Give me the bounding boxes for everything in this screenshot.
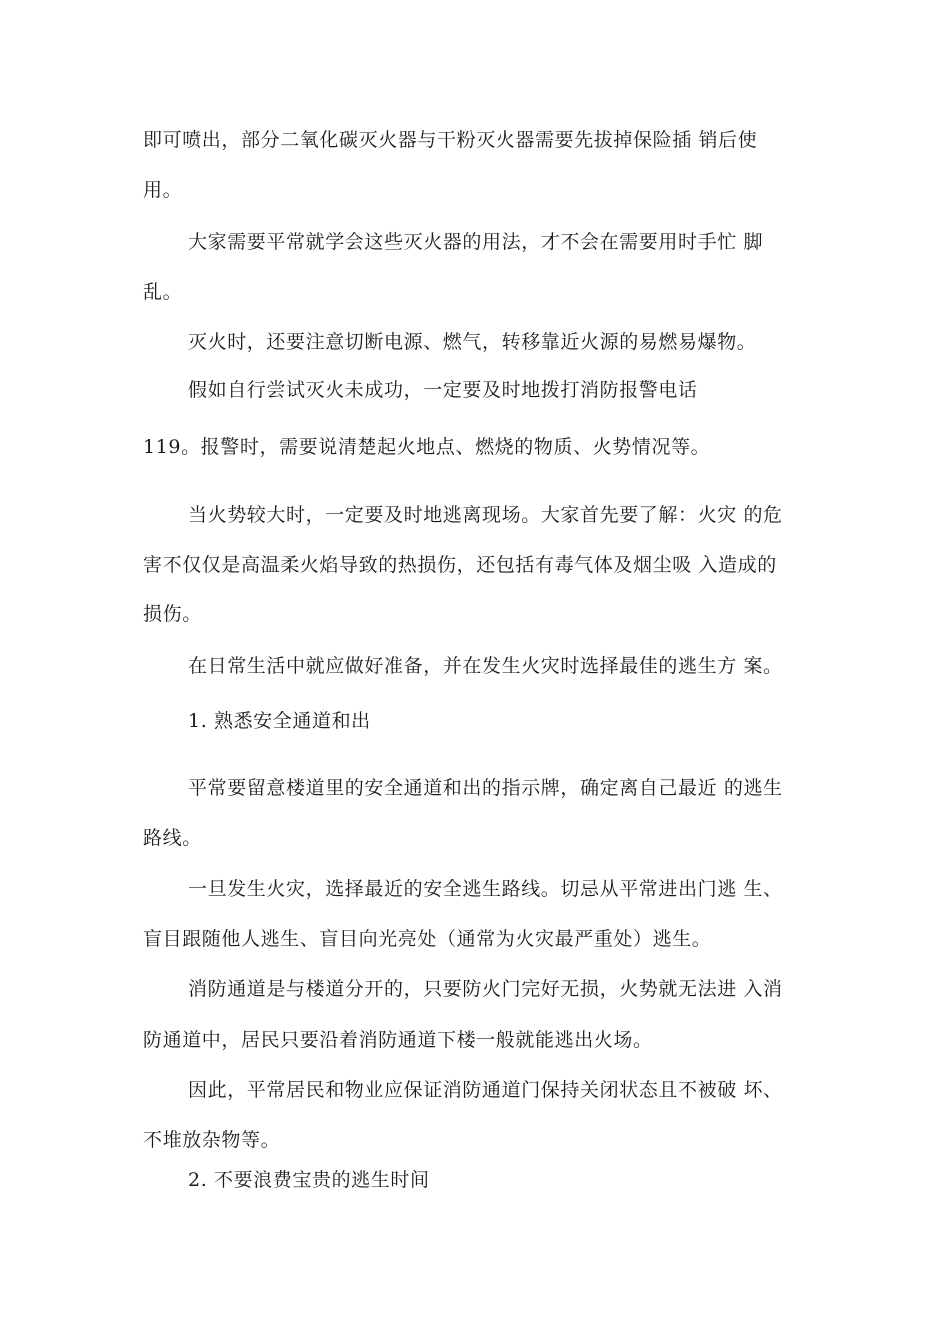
text-line: 用。 — [143, 179, 183, 201]
text-line: 盲目跟随他人逃生、盲目向光亮处（通常为火灾最严重处）逃生。 — [143, 928, 712, 950]
text-line: 害不仅仅是高温柔火焰导致的热损伤，还包括有毒气体及烟尘吸 入造成的 — [143, 554, 777, 576]
text-line: 损伤。 — [143, 603, 202, 625]
text-line: 因此，平常居民和物业应保证消防通道门保持关闭状态且不被破 坏、 — [188, 1079, 783, 1101]
text-line: 防通道中，居民只要沿着消防通道下楼一般就能逃出火场。 — [143, 1029, 653, 1051]
text-line: 平常要留意楼道里的安全通道和出的指示牌，确定离自己最近 的逃生 — [188, 777, 783, 799]
text-line: 乱。 — [143, 281, 183, 303]
section-heading: 1. 熟悉安全通道和出 — [188, 710, 371, 732]
text-line: 大家需要平常就学会这些灭火器的用法，才不会在需要用时手忙 脚 — [188, 231, 764, 253]
section-heading: 2. 不要浪费宝贵的逃生时间 — [188, 1169, 430, 1191]
text-line: 在日常生活中就应做好准备，并在发生火灾时选择最佳的逃生方 案。 — [188, 655, 783, 677]
text-line: 当火势较大时，一定要及时地逃离现场。大家首先要了解：火灾 的危 — [188, 504, 783, 526]
text-line: 不堆放杂物等。 — [143, 1129, 281, 1151]
text-line: 假如自行尝试灭火未成功，一定要及时地拨打消防报警电话 — [188, 379, 698, 401]
text-line: 119。报警时，需要说清楚起火地点、燃烧的物质、火势情况等。 — [143, 436, 711, 458]
text-line: 即可喷出，部分二氧化碳灭火器与干粉灭火器需要先拔掉保险插 销后使 — [143, 129, 758, 151]
text-line: 灭火时，还要注意切断电源、燃气，转移靠近火源的易燃易爆物。 — [188, 331, 757, 353]
text-line: 一旦发生火灾，选择最近的安全逃生路线。切忌从平常进出门逃 生、 — [188, 878, 783, 900]
text-line: 路线。 — [143, 827, 202, 849]
text-line: 消防通道是与楼道分开的，只要防火门完好无损，火势就无法进 入消 — [188, 978, 783, 1000]
